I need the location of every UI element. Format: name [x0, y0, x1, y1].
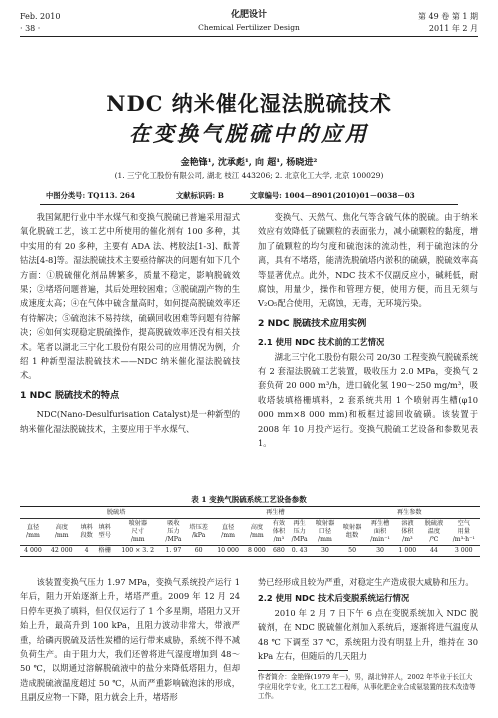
table-header-text: /mm: [130, 536, 145, 543]
left-column-lower: [20, 575, 240, 705]
table-header-text: 有效: [272, 520, 286, 527]
table-header-text: /kPa: [191, 532, 206, 539]
document-code: 文献标识码: B: [176, 191, 224, 200]
article-number: 文章编号: 1004－8901(2010)01－0038－03: [250, 191, 415, 200]
table-header-cell: [394, 519, 420, 546]
table-header-cell: [162, 519, 185, 546]
table-header-text: 体积: [401, 528, 414, 535]
table-cell: 50: [348, 547, 357, 554]
table-header-text: 压力: [293, 528, 306, 535]
table-header-text: /MPa: [165, 536, 182, 543]
table-header-text: 用量: [457, 528, 470, 535]
table-header-row: [20, 519, 480, 546]
table-cell: 3 000: [454, 547, 473, 554]
section-1-paragraph: NDC(Nano-Desulfurisation Catalyst)是一种新型的纳米催化湿法脱硫技术，主要应用于半水煤气、: [20, 409, 240, 434]
table-header-text: 面积: [373, 528, 387, 535]
table-header-cell: [78, 519, 96, 546]
table-header-text: /℃: [429, 536, 439, 543]
table-header-text: /m³·h⁻¹: [452, 536, 475, 543]
table-header-cell: [212, 519, 244, 546]
table-row: [20, 546, 480, 557]
table-header-text: 溶液: [401, 520, 414, 527]
table-header-cell: [420, 519, 447, 546]
table-group-regenerator: 再生槽: [266, 509, 285, 516]
table-top-rule: [20, 506, 480, 507]
table-cell: 680: [272, 547, 285, 554]
header-date: Feb. 2010: [20, 12, 61, 21]
table-cell: 100 × 3. 2: [121, 547, 155, 554]
table-header-cell: [20, 519, 46, 546]
table-header-cell: [366, 519, 395, 546]
table-cell: 8 000: [248, 547, 266, 554]
table-header-text: 型号: [98, 532, 111, 539]
table-header-cell: [114, 519, 162, 546]
table-header-text: /mm: [26, 532, 40, 539]
table-header-text: 口径: [318, 528, 332, 535]
table-cell: 10 000: [217, 547, 239, 554]
section-2-2-paragraph: 2010 年 2 月 7 日下午 6 点在变脱系统加入 NDC 脱硫剂，在 NDC 脱硫催化剂加入系统后，逐渐将进气温度从 48 ℃ 下调至 37 ℃，系统阻力没有明显上升，维持在 30 kPa 左右，但随后的几天阻力: [258, 607, 478, 662]
table-header-text: 吸收: [167, 520, 180, 527]
table-header-text: 段数: [80, 532, 93, 539]
table-caption: 表 1 变换气脱硫系统工艺设备参数: [191, 495, 307, 504]
table-cell: 60: [194, 547, 203, 554]
table-header-text: 塔压差: [189, 524, 208, 531]
table-header-text: 温度: [427, 528, 441, 535]
article-title-line1: NDC 纳米催化湿法脱硫技术: [106, 91, 392, 116]
table-header-text: 喷射器: [315, 520, 335, 527]
journal-name: 化肥设计: [230, 10, 267, 20]
table-header-cell: [96, 519, 114, 546]
table-header-cell: [339, 519, 366, 546]
table-cell: 0. 43: [291, 547, 308, 554]
table-header-cell: [270, 519, 288, 546]
section-2-heading: 2 NDC 脱硫技术应用实例: [258, 317, 367, 329]
table-header-cell: [185, 519, 212, 546]
table-header-text: 填料: [80, 524, 93, 531]
table-header-text: 体积: [272, 528, 286, 535]
table-header-text: 喷射器: [128, 520, 148, 527]
table-header-text: 高度: [55, 524, 68, 531]
table-header-text: /mm: [249, 532, 264, 539]
table-header-text: /m³: [402, 536, 413, 543]
table-header-text: /min⁻¹: [370, 536, 390, 543]
table-header-text: 填料: [98, 524, 111, 531]
table-header-cell: [288, 519, 311, 546]
table-cell: 44: [430, 547, 438, 554]
table-cell: 4: [84, 547, 89, 554]
intro-paragraph: 我国氮肥行业中半水煤气和变换气脱硫已普遍采用湿式氧化脱硫工艺，该工艺中所使用的催化剂有 100 多种，其中实用的有 20 多种，主要有 ADA 法、栲胶法[1-3]、酞菁钴法[4-8]等。湿法脱硫技术主要亟待解决的问题有如下几个方面：①脱硫催化剂品牌繁多，质量不稳定，影响脱硫效果；②堵塔问题普遍，其后处理较困难；③脱硫副产物的生成速度太高；④在气体中硫含量高时，如何提高脱硫效率还有待解决；⑤硫泡沫不易持续，硫磺回收困难等问题有待解决；⑥如何实现稳定脱硫操作，提高脱硫效率还没有相关技术。笔者以湖北三宁化工股份有限公司的应用情况为例，介绍 1 种新型湿法脱硫技术——NDC 纳米催化湿法脱硫技术。: [20, 212, 240, 381]
volume-issue: 第 49 卷 第 1 期: [418, 12, 478, 21]
issue-date: 2011 年 2 月: [428, 24, 478, 33]
table-header-text: 再生槽: [370, 520, 390, 527]
table-header-text: 压力: [167, 528, 180, 535]
section-2-2-heading: 2.2 使用 NDC 技术后变脱系统运行情况: [258, 593, 410, 604]
journal-name-en: Chemical Fertilizer Design: [198, 23, 300, 32]
table-header-text: 直径: [221, 524, 235, 531]
table-header-text: 脱硫液: [424, 520, 444, 527]
page-number: · 38 ·: [20, 24, 41, 33]
table-cell: 格栅: [98, 547, 111, 554]
header-rule: [20, 36, 478, 37]
table-header-text: 空气: [457, 520, 470, 527]
table-cell: 1. 97: [165, 547, 182, 554]
table-group-regeneration-params: 再生参数: [396, 509, 422, 516]
table-cell: 1 000: [398, 547, 417, 554]
table-header-cell: [46, 519, 78, 546]
table-header-cell: [448, 519, 480, 546]
table-header-text: 再生: [293, 520, 306, 527]
table-header-text: 直径: [26, 524, 40, 531]
table-cell: 30: [320, 547, 329, 554]
table-cell: 4 000: [24, 547, 42, 554]
section-2-1-paragraph: 湖北三宁化工股份有限公司 20/30 工程变换气脱硫系统有 2 套湿法脱硫工艺装置，吸收压力 2.0 MPa，变换气 2 套负荷 20 000 m³/h，进口硫化氢 190～250 mg/m³，吸收塔装填格栅填料，2 套系统共用 1 个喷射再生槽(φ10 000 mm×8 000 mm)和板框过滤回收硫磺。该装置于 2008 年 10 月投产运行。变换气脱硫工艺设备和参数见表 1。: [258, 351, 479, 449]
problem-paragraph: 该装置变换气压力 1.97 MPa，变换气系统投产运行 1 年后，阻力开始逐渐上升，堵塔严重。2009 年 12 月 24 日停车更换了填料，但仅仅运行了 1 个多星期，塔阻力又开始上升，最高升到 100 kPa，且阻力波动非常大，带液严重，给磷丙脱硫及活性炭槽的运行带来威胁，系统不得不减负荷生产。由于阻力大，我们还曾将进气湿度增加到 48～50 ℃，以期通过溶解脱硫液中的盐分来降低塔阻力，但却造成脱硫液温度超过 50 ℃，从而严重影响硫泡沫的形成，且副反应物一下降，阻力就会上升，堵塔形: [20, 577, 240, 703]
footnote-rule: [258, 670, 348, 671]
article-title-line2: 在变换气脱硫中的应用: [129, 121, 369, 146]
table-group-absorber: 脱硫塔: [106, 509, 126, 516]
table-header-text: 组数: [345, 532, 359, 539]
table-header-text: /m³: [273, 536, 285, 543]
table-header-text: 尺寸: [131, 528, 144, 535]
right-column-lower: [258, 575, 478, 663]
clc-number: 中图分类号: TQ113. 264: [46, 191, 136, 200]
table-header-cell: [244, 519, 270, 546]
authors: 金艳锋¹, 沈承彪¹, 向 超¹, 杨晓进²: [180, 158, 318, 168]
problem-continuation: 势已经形成且较为严重，对稳定生产造成很大威胁和压力。: [258, 577, 474, 587]
table-header-text: /mm: [318, 536, 332, 543]
table-header-text: /mm: [54, 532, 69, 539]
left-column-upper: [20, 210, 240, 436]
table-header-text: 高度: [250, 524, 264, 531]
table-header-cell: [311, 519, 338, 546]
table-cell: 42 000: [50, 547, 73, 554]
author-note: 作者简介：金艳锋(1979 年－)，男，湖北钟祥人，2002 年毕业于长江大学应用化学专业，化工工艺工程师，从事化肥企业合成氨装置的技术改造等工作。: [258, 673, 476, 700]
table-header-text: 喷射器: [342, 524, 362, 531]
meta-rule: [40, 204, 458, 205]
affiliation: (1. 三宁化工股份有限公司, 湖北 枝江 443206; 2. 北京化工大学, 北京 100029): [114, 171, 384, 180]
section-2-1-heading: 2.1 使用 NDC 技术前的工艺情况: [258, 337, 385, 348]
table-header-text: /MPa: [291, 536, 308, 543]
right-column-upper: [258, 210, 478, 451]
table-header-text: /mm: [221, 532, 235, 539]
table-cell: 30: [376, 547, 384, 554]
features-paragraph: 变换气、天然气、焦化气等含硫气体的脱硫。由于纳米效应有效降低了硫颗粒的表面张力，减小硫颗粒的黏度，增加了硫颗粒的均匀度和硫泡沫的流动性，利于硫泡沫的分离，具有不堵塔，能清洗脱硫塔内淤积的硫磺，脱硫效率高等显著优点。此外，NDC 技术不仅副反应小，碱耗低，耐腐蚀，用量少，操作和管理方便，使用方便，而且无须与 V₂O₅配合使用，无腐蚀，无毒，无环境污染。: [258, 212, 478, 309]
process-parameter-table: [20, 508, 480, 557]
section-1-heading: 1 NDC 脱硫技术的特点: [20, 389, 120, 401]
